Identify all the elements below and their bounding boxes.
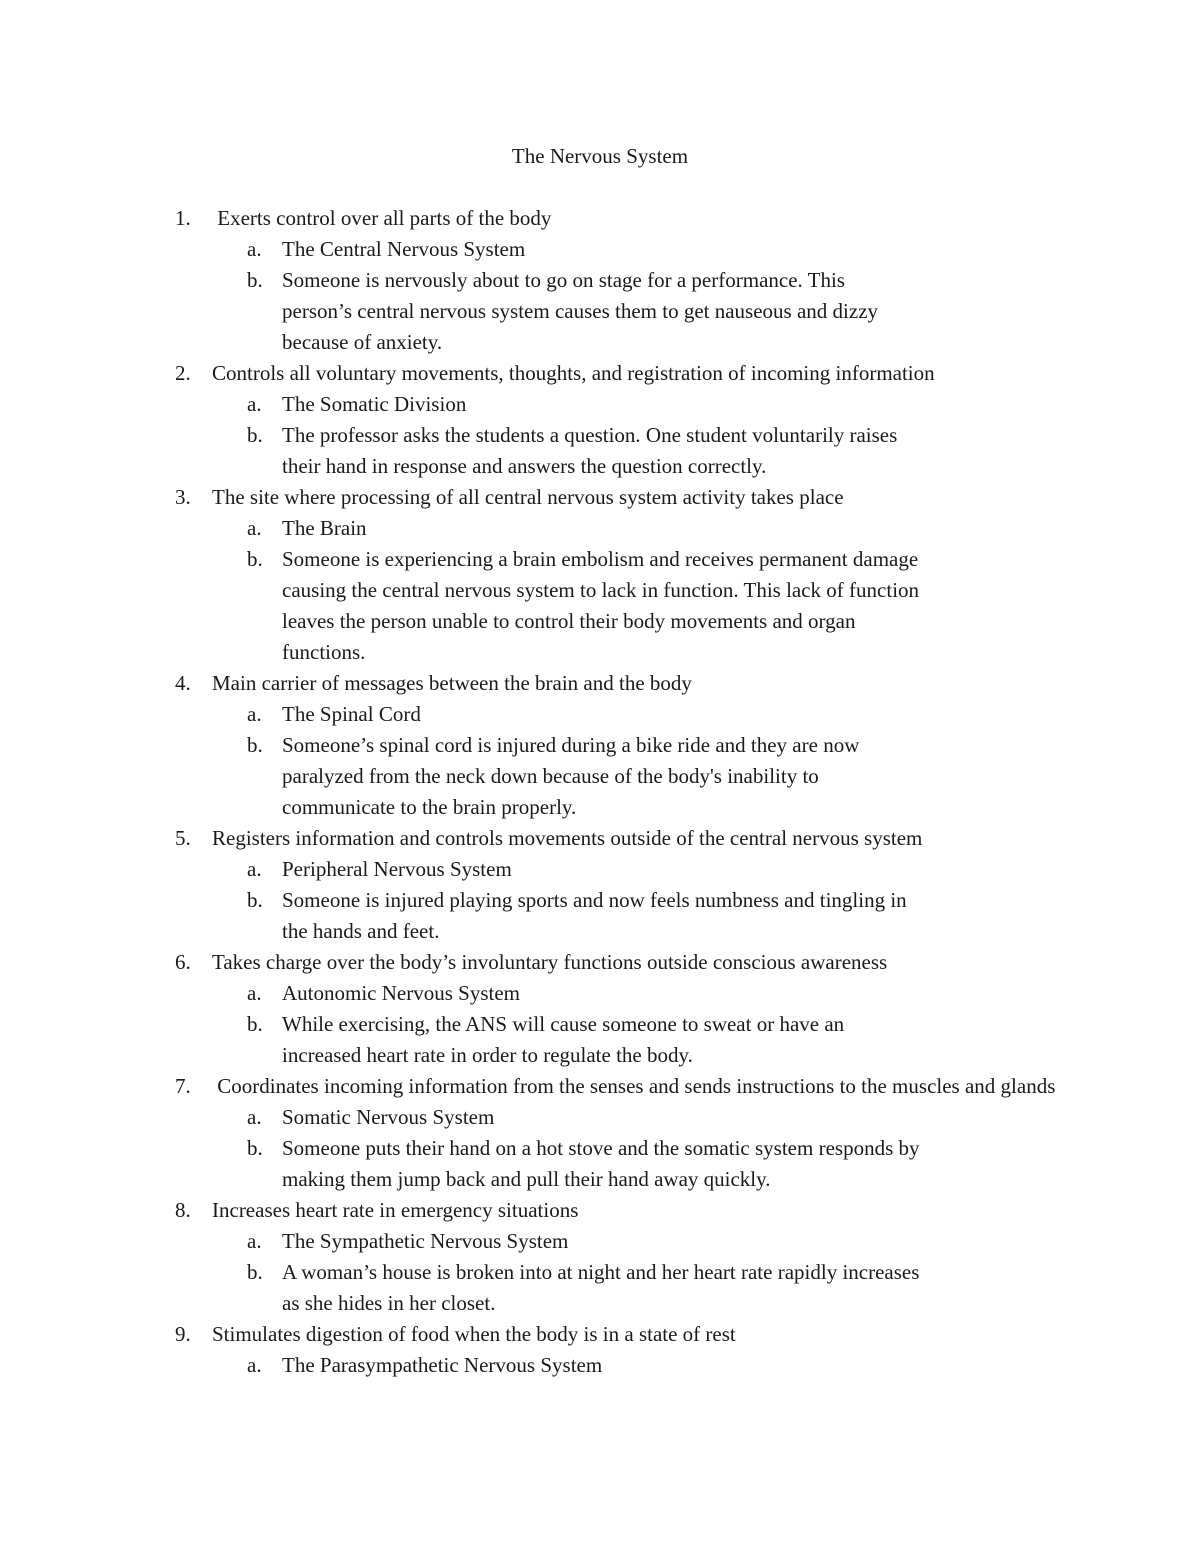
- item-number: 2.: [175, 361, 191, 385]
- sub-item-text: A woman’s house is broken into at night and her heart rate rapidly increases as she hides in her closet.: [282, 1260, 920, 1315]
- item-number: 3.: [175, 485, 191, 509]
- list-item: [0, 482, 1200, 668]
- sub-item-label: b.: [247, 268, 263, 292]
- item-text: Coordinates incoming information from the senses and sends instructions to the muscles and glands: [212, 1074, 1056, 1098]
- sub-item-text: While exercising, the ANS will cause someone to sweat or have an increased heart rate in order to regulate the body.: [282, 1012, 845, 1067]
- item-heading: [0, 1071, 1200, 1102]
- sub-item-a: [0, 1102, 1200, 1133]
- sub-item-label: b.: [247, 547, 263, 571]
- item-heading: [0, 1195, 1200, 1226]
- sub-item-b: [0, 885, 1200, 947]
- item-heading: [0, 203, 1200, 234]
- item-text: Main carrier of messages between the brain and the body: [212, 671, 692, 695]
- sub-item-text: Someone is experiencing a brain embolism and receives permanent damage causing the central nervous system to lack in function. This lack of function leaves the person unable to control their body movements and organ functions.: [282, 547, 920, 664]
- sub-item-text: The Somatic Division: [282, 392, 467, 416]
- document-title: The Nervous System: [511, 144, 689, 168]
- item-heading: [0, 358, 1200, 389]
- sub-item-text: The Brain: [282, 516, 367, 540]
- item-text: Increases heart rate in emergency situations: [212, 1198, 579, 1222]
- item-text: Registers information and controls movements outside of the central nervous system: [212, 826, 923, 850]
- sub-item-a: [0, 978, 1200, 1009]
- sub-item-a: [0, 1350, 1200, 1381]
- list-item: [0, 668, 1200, 823]
- sub-item-b: [0, 730, 1200, 823]
- sub-item-text: The Sympathetic Nervous System: [282, 1229, 569, 1253]
- item-number: 8.: [175, 1198, 191, 1222]
- sub-item-text: Somatic Nervous System: [282, 1105, 495, 1129]
- sub-item-label: a.: [247, 702, 262, 726]
- sub-item-text: The Parasympathetic Nervous System: [282, 1353, 603, 1377]
- sub-item-a: [0, 699, 1200, 730]
- sub-item-a: [0, 1226, 1200, 1257]
- item-number: 1.: [175, 206, 191, 230]
- item-number: 9.: [175, 1322, 191, 1346]
- item-text: The site where processing of all central nervous system activity takes place: [212, 485, 844, 509]
- list-item: [0, 1319, 1200, 1381]
- sub-item-label: a.: [247, 981, 262, 1005]
- item-number: 5.: [175, 826, 191, 850]
- list-item: [0, 823, 1200, 947]
- list-item: [0, 358, 1200, 482]
- sub-item-label: b.: [247, 1012, 263, 1036]
- sub-item-label: a.: [247, 516, 262, 540]
- item-number: 4.: [175, 671, 191, 695]
- sub-item-label: b.: [247, 733, 263, 757]
- sub-item-label: a.: [247, 857, 262, 881]
- sub-item-text: Someone is injured playing sports and now feels numbness and tingling in the hands and feet.: [282, 888, 907, 943]
- sub-item-b: [0, 265, 1200, 358]
- sub-item-label: b.: [247, 888, 263, 912]
- sub-item-label: a.: [247, 1353, 262, 1377]
- sub-item-a: [0, 854, 1200, 885]
- sub-item-text: Autonomic Nervous System: [282, 981, 520, 1005]
- item-heading: [0, 1319, 1200, 1350]
- list-item: [0, 1195, 1200, 1319]
- sub-item-a: [0, 234, 1200, 265]
- item-text: Stimulates digestion of food when the body is in a state of rest: [212, 1322, 736, 1346]
- sub-item-label: a.: [247, 1105, 262, 1129]
- item-heading: [0, 823, 1200, 854]
- sub-item-text: Someone is nervously about to go on stage for a performance. This person’s central nervous system causes them to get nauseous and dizzy because of anxiety.: [282, 268, 879, 354]
- sub-item-b: [0, 1009, 1200, 1071]
- sub-item-text: Peripheral Nervous System: [282, 857, 512, 881]
- item-text: Takes charge over the body’s involuntary functions outside conscious awareness: [212, 950, 888, 974]
- sub-item-label: a.: [247, 1229, 262, 1253]
- item-text: Exerts control over all parts of the body: [212, 206, 552, 230]
- sub-item-label: b.: [247, 1136, 263, 1160]
- list-item: [0, 1071, 1200, 1195]
- sub-item-text: Someone’s spinal cord is injured during a bike ride and they are now paralyzed from the neck down because of the body's inability to communicate to the brain properly.: [282, 733, 860, 819]
- sub-item-label: b.: [247, 423, 263, 447]
- sub-item-label: b.: [247, 1260, 263, 1284]
- item-number: 7.: [175, 1074, 191, 1098]
- list-item: [0, 947, 1200, 1071]
- sub-item-text: The professor asks the students a question. One student voluntarily raises their hand in response and answers the question correctly.: [282, 423, 898, 478]
- sub-item-b: [0, 420, 1200, 482]
- sub-item-a: [0, 513, 1200, 544]
- list-item: [0, 203, 1200, 358]
- sub-item-b: [0, 1133, 1200, 1195]
- sub-item-label: a.: [247, 237, 262, 261]
- sub-item-b: [0, 544, 1200, 668]
- sub-item-label: a.: [247, 392, 262, 416]
- item-heading: [0, 947, 1200, 978]
- item-number: 6.: [175, 950, 191, 974]
- sub-item-text: Someone puts their hand on a hot stove and the somatic system responds by making them jump back and pull their hand away quickly.: [282, 1136, 920, 1191]
- item-text: Controls all voluntary movements, thoughts, and registration of incoming information: [212, 361, 935, 385]
- item-heading: [0, 482, 1200, 513]
- sub-item-b: [0, 1257, 1200, 1319]
- item-heading: [0, 668, 1200, 699]
- sub-item-text: The Central Nervous System: [282, 237, 526, 261]
- sub-item-text: The Spinal Cord: [282, 702, 421, 726]
- numbered-list: [0, 203, 1200, 1381]
- sub-item-a: [0, 389, 1200, 420]
